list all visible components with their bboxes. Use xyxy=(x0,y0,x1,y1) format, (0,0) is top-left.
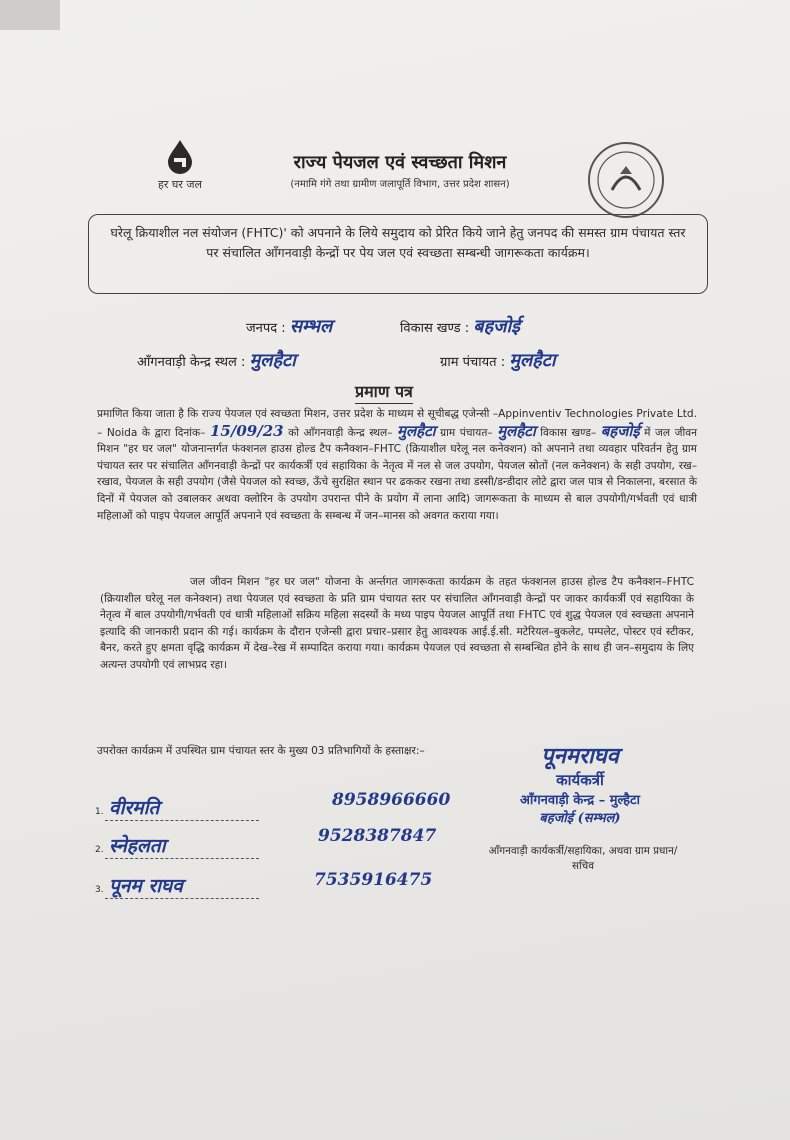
p1-text-a: प्रमाणित किया जाता है कि राज्य पेयजल एवं स्वच्छता मिशन, उत्तर प्रदेश के माध्यम से सूचीबद्ध एजेन्सी –Appinventiv Technologies Private Ltd. – Noida के द्वारा दिनांक– xyxy=(97,408,697,439)
participant-signature: स्नेहलता xyxy=(105,832,259,859)
participant-number: 2. xyxy=(95,845,104,855)
page-subtitle: (नमामि गंगे तथा ग्रामीण जलापूर्ति विभाग, उत्तर प्रदेश शासन) xyxy=(290,179,510,190)
stamp-center: आँगनवाड़ी केन्द्र – मुल्हैटा xyxy=(520,793,640,808)
participant-row xyxy=(95,872,259,899)
p1-gram-panchayat: मुलहैटा xyxy=(497,421,536,440)
stamp-signature: पूनमराघव xyxy=(541,743,619,769)
gram-panchayat-label: ग्राम पंचायत : xyxy=(440,355,506,370)
p1-vikas-khand: बहजोई xyxy=(600,421,640,440)
janpad-field xyxy=(246,314,332,338)
participant-phone: 9528387847 xyxy=(318,826,437,846)
janpad-label: जनपद : xyxy=(246,321,286,336)
participant-row xyxy=(95,794,259,821)
participant-row xyxy=(95,832,259,859)
janpad-value: सम्भल xyxy=(289,316,333,337)
participant-signature: पूनम राघव xyxy=(105,872,259,899)
p1-text-d: विकास खण्ड– xyxy=(540,426,597,439)
page-title: राज्य पेयजल एवं स्वच्छता मिशन xyxy=(293,152,507,173)
participant-signature: वीरमति xyxy=(105,794,259,821)
p1-text-c: ग्राम पंचायत– xyxy=(440,426,493,439)
stamp-role: कार्यकर्त्री xyxy=(556,771,604,789)
vikas-khand-value: बहजोई xyxy=(473,316,520,337)
participant-number: 1. xyxy=(95,807,104,817)
folded-corner xyxy=(0,0,60,30)
participant-phone: 7535916475 xyxy=(314,870,433,890)
certificate-paragraph-2: जल जीवन मिशन "हर घर जल" योजना के अर्न्तगत जागरूकता कार्यक्रम के तहत फंक्शनल हाउस होल्ड टैप कनैक्शन–FHTC (क्रियाशील घरेलू नल कनेक्शन) तथा पेयजल एवं स्वच्छता के प्रति ग्राम पंचायत स्तर पर संचालित आँगनवाड़ी केन्द्रों पर जाकर कार्यकर्त्री एवं सहायिका के नेतृत्व में बाल उपयोगी/गर्भवती एवं धात्री महिलाओं सक्रिय महिला सदस्यों के मध्य पाइप पेयजल आपूर्ति तथा FHTC एवं शुद्ध पेयजल एवं स्वच्छता अपनाने इत्यादि की जानकारी प्रदान की गई। कार्यक्रम के दौरान एजेन्सी द्वारा प्रचार–प्रसार हेतु आवश्यक आई.ई.सी. मटेरियल–बुकलेट, पम्पलेट, पोस्टर एवं स्टीकर, बैनर, करते हुए क्षमता वृद्धि कार्यक्रम में देख–रेख में सम्पादित कराया गया। कार्यक्रम पेयजल एवं स्वच्छता से सम्बन्धित होने के साथ ही जन–समुदाय के लिए अत्यन्त उपयोगी एवं लाभप्रद रहा। xyxy=(100,576,694,671)
p1-date: 15/09/23 xyxy=(209,421,284,440)
certificate-paragraph-1 xyxy=(97,406,697,524)
vikas-khand-label: विकास खण्ड : xyxy=(400,321,470,336)
anganwadi-value: मुलहैटा xyxy=(249,350,296,371)
participant-phone: 8958966660 xyxy=(332,790,451,810)
p1-text-b: को आँगनवाड़ी केन्द्र स्थल– xyxy=(288,426,393,439)
vikas-khand-field xyxy=(400,314,520,338)
anganwadi-field xyxy=(137,348,296,372)
official-stamp xyxy=(470,740,690,826)
gram-panchayat-field xyxy=(440,348,555,372)
p1-text-e: में जल जीवन मिशन "हर घर जल" योजनान्तर्गत फंक्शनल हाउस होल्ड टैप कनैक्शन–FHTC (क्रियाशील घरेलू नल कनेक्शन) को अपनाने तथा व्यवहार परिवर्तन हेतु ग्राम पंचायत स्तर पर संचालित आँगनवाड़ी केन्द्रों पर कार्यकर्त्री एवं सहायिका के नेतृत्व में नल से जल उपयोग, पेयजल स्रोतों (नल कनेक्शन) के सही उपयोग, रख–रखाव, पेयजल के सही उपयोग (जैसे पेयजल को स्वच्छ, ऊँचे सुरक्षित स्थान पर ढककर रखना तथा डस्सी/डन्डीदार लोटे द्वारा जल पात्र से निकालना, बरसात के दिनों में पेयजल को उबालकर अथवा क्लोरिन के उपयोग उपरान्त पीने के प्रयोग में लाना आदि) जागरूकता के माध्यम से बाल उपयोगी/गर्भवती एवं धात्री महिलाओं को पाइप पेयजल आपूर्ति अपनाने एवं स्वच्छता के सम्बन्ध में जन–मानस को अवगत कराया गया। xyxy=(97,426,697,522)
gram-panchayat-value: मुलहैटा xyxy=(509,350,556,371)
p1-site: मुलहैटा xyxy=(397,421,436,440)
water-drop-icon xyxy=(160,138,200,174)
signatures-intro: उपरोक्त कार्यक्रम में उपस्थित ग्राम पंचायत स्तर के मुख्य 03 प्रतिभागियों के हस्ताक्षर:– xyxy=(97,745,425,757)
signatory-designation: आँगनवाड़ी कार्यकर्त्री/सहायिका, अथवा ग्राम प्रधान/सचिव xyxy=(488,845,678,872)
logo-left-text: हर घर जल xyxy=(158,178,202,191)
stamp-place: बहजोई (सम्भल) xyxy=(539,811,621,826)
anganwadi-label: आँगनवाड़ी केन्द्र स्थल : xyxy=(137,355,246,370)
har-ghar-jal-logo xyxy=(150,138,210,191)
certificate-title: प्रमाण पत्र xyxy=(355,380,413,404)
program-banner: घरेलू क्रियाशील नल संयोजन (FHTC)' को अपनाने के लिये समुदाय को प्रेरित किये जाने हेतु जनपद की समस्त ग्राम पंचायत स्तर पर संचालित आँगनवाड़ी केन्द्रों पर पेय जल एवं स्वच्छता सम्बन्धी जागरूकता कार्यक्रम। xyxy=(88,214,708,294)
up-state-emblem-icon xyxy=(588,142,664,218)
participant-number: 3. xyxy=(95,885,104,895)
